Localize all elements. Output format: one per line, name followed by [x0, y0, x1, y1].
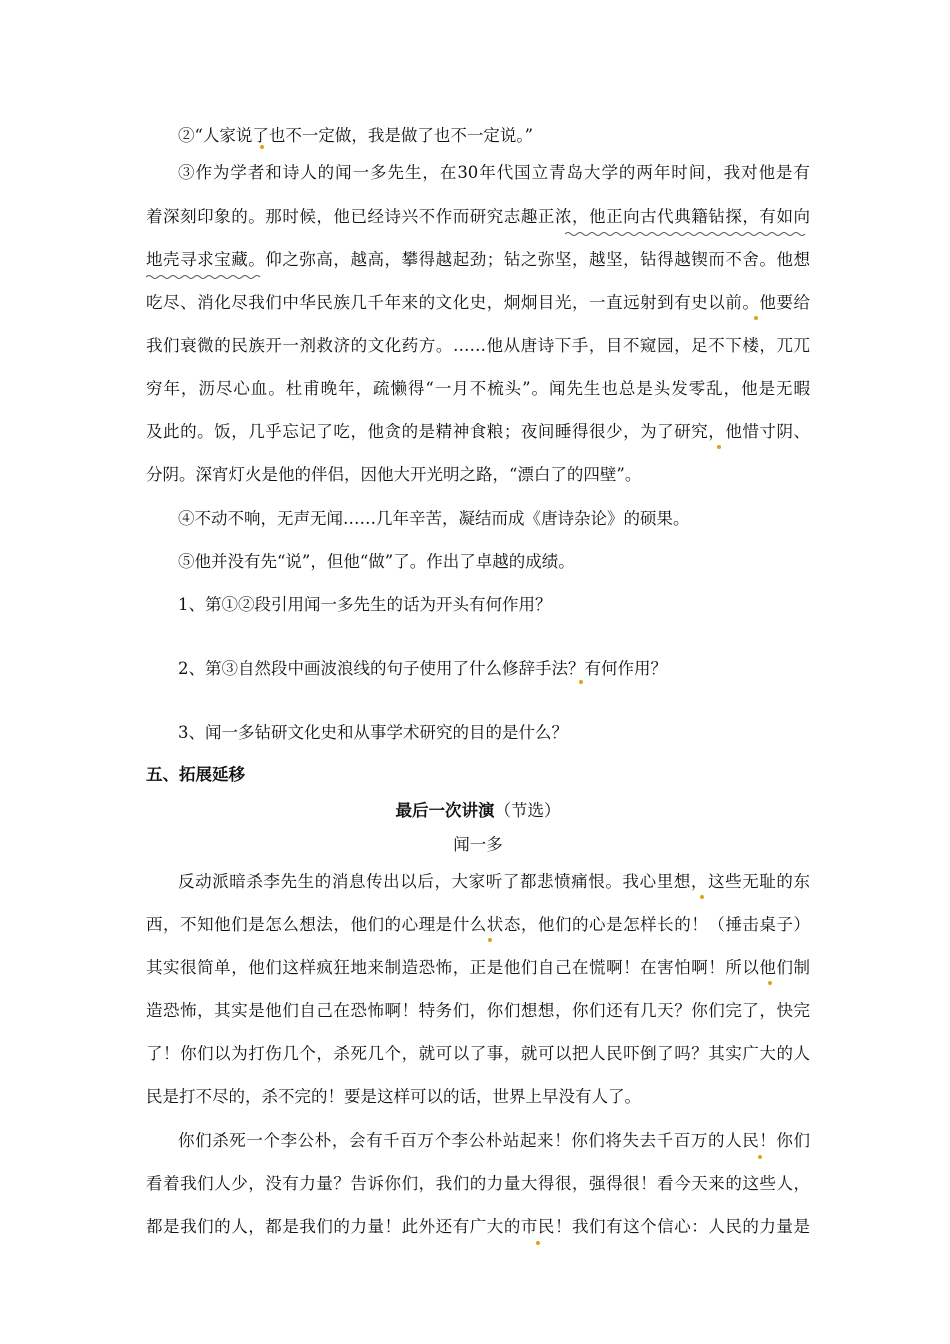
- speech-line-9: 都是我们的人，都是我们的力量！此外还有广大的市民！我们有这个信心：人民的力量是: [146, 1217, 810, 1236]
- paragraph-3-line-2: 着深刻印象的。那时候，他已经诗兴不作而研究志趣正浓，他正向古代典籍钻探，有如向: [146, 207, 810, 226]
- article-title-note: （节选）: [494, 801, 561, 820]
- paragraph-5: ⑤他并没有先“说”，但他“做”了。作出了卓越的成绩。: [178, 552, 575, 571]
- wavy-underline-2: [146, 274, 266, 280]
- speech-line-3: 其实很简单，他们这样疯狂地来制造恐怖，正是他们自己在慌啊！在害怕啊！所以他们制: [146, 958, 810, 977]
- emphasis-dot: [579, 680, 583, 684]
- emphasis-dot: [488, 938, 492, 942]
- paragraph-3-line-1: ③作为学者和诗人的闻一多先生，在30年代国立青岛大学的两年时间，我对他是有: [178, 163, 810, 182]
- emphasis-dot: [700, 895, 704, 899]
- emphasis-dot: [768, 981, 772, 985]
- paragraph-4: ④不动不响，无声无闻……几年辛苦，凝结而成《唐诗杂论》的硕果。: [178, 509, 690, 528]
- speech-line-7: 你们杀死一个李公朴，会有千百万个李公朴站起来！你们将失去千百万的人民！你们: [178, 1131, 810, 1150]
- article-author: 闻一多: [453, 835, 503, 854]
- paragraph-3-line-4: 吃尽、消化尽我们中华民族几千年来的文化史，炯炯目光，一直远射到有史以前。他要给: [146, 293, 810, 312]
- paragraph-3-line-5: 我们衰微的民族开一剂救济的文化药方。……他从唐诗下手，目不窥园，足不下楼，兀兀: [146, 336, 810, 355]
- paragraph-3-line-8: 分阴。深宵灯火是他的伴侣，因他大开光明之路，“漂白了的四壁”。: [146, 465, 642, 484]
- emphasis-dot: [754, 316, 758, 320]
- emphasis-dot: [536, 1241, 540, 1245]
- speech-line-2: 西，不知他们是怎么想法，他们的心理是什么状态，他们的心是怎样长的！（捶击桌子）: [146, 915, 810, 934]
- speech-line-4: 造恐怖，其实是他们自己在恐怖啊！特务们，你们想想，你们还有几天？你们完了，快完: [146, 1001, 810, 1020]
- emphasis-dot: [758, 1155, 762, 1159]
- question-1: 1、第①②段引用闻一多先生的话为开头有何作用？: [178, 595, 552, 614]
- paragraph-3-line-7: 及此的。饭，几乎忘记了吃，他贪的是精神食粮；夜间睡得很少，为了研究，他惜寸阴、: [146, 422, 810, 441]
- speech-line-1: 反动派暗杀李先生的消息传出以后，大家听了都悲愤痛恨。我心里想，这些无耻的东: [178, 872, 810, 891]
- paragraph-3-line-3: 地壳寻求宝藏。仰之弥高，越高，攀得越起劲；钻之弥坚，越坚，钻得越锲而不舍。他想: [146, 250, 810, 269]
- article-title-row: [146, 801, 810, 821]
- emphasis-dot: [717, 445, 721, 449]
- speech-line-8: 看着我们人少，没有力量？告诉你们，我们的力量大得很，强得很！看今天来的这些人，: [146, 1174, 810, 1193]
- emphasis-dot: [260, 145, 264, 149]
- paragraph-3-line-6: 穷年，沥尽心血。杜甫晚年，疏懒得“一月不梳头”。闻先生也总是头发零乱，他是无暇: [146, 379, 810, 398]
- question-2: 2、第③自然段中画波浪线的句子使用了什么修辞手法？有何作用？: [178, 659, 667, 678]
- article-title: 最后一次讲演: [395, 801, 495, 820]
- speech-line-6: 民是打不尽的，杀不完的！要是这样可以的话，世界上早没有人了。: [146, 1087, 641, 1106]
- speech-line-5: 了！你们以为打伤几个，杀死几个，就可以了事，就可以把人民吓倒了吗？其实广大的人: [146, 1044, 810, 1063]
- wavy-underline-1: [565, 231, 810, 237]
- question-3: 3、闻一多钻研文化史和从事学术研究的目的是什么？: [178, 723, 568, 742]
- paragraph-2: ②“人家说了也不一定做，我是做了也不一定说。”: [178, 126, 534, 145]
- section-heading: 五、拓展延移: [146, 765, 245, 784]
